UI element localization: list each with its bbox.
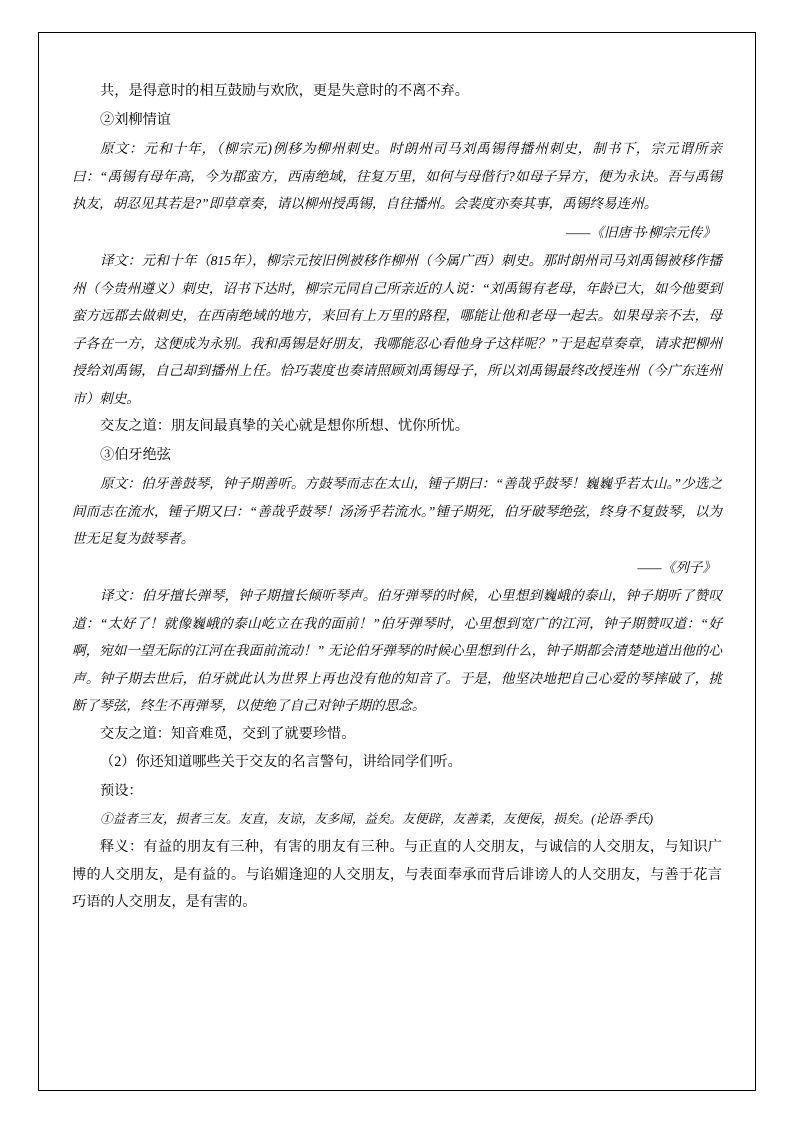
paragraph-item2-original: 原文：元和十年，（柳宗元)例移为柳州刺史。时朗州司马刘禹锡得播州刺史，制书下，宗元谓所亲曰：“禹锡有母年高，今为郡蛮方，西南绝域，往复万里，如何与母偕行?如母子异方，便为永诀。吾与禹锡执友，胡忍见其若是?”即草章奏，请以柳州授禹锡，自往播州。会裴度亦奏其事，禹锡终易连州。 [72, 141, 722, 211]
paragraph-explanation-1: 释义：有益的朋友有三种，有害的朋友有三种。与正直的人交朋友，与诚信的人交朋友，与知识广博的人交朋友，是有益的。与谄媚逢迎的人交朋友，与表面奉承而背后诽谤人的人交朋友，与善于花言巧语的人交朋友，是有害的。 [72, 839, 722, 910]
paragraph-preset-label: 预设： [100, 782, 143, 799]
paragraph-intro-tail: 共，是得意时的相互鼓励与欢欣，更是失意时的不离不弃。 [100, 83, 469, 99]
paragraph-question-2: （2）你还知道哪些关于交友的名言警句，讲给同学们听。 [100, 754, 462, 770]
paragraph-item2-translation: 译文：元和十年（815年），柳宗元按旧例被移作柳州（今属广西）刺史。那时朗州司马刘禹锡被移作播州（今贵州遵义）刺史，诏书下达时，柳宗元同自己所亲近的人说：“刘禹锡有老母，年龄已大，如今他要到蛮方远郡去做刺史，在西南绝域的地方，来回有上万里的路程，哪能让他和老母一起去。如果母亲不去，母子各在一方，这便成为永别。我和禹锡是好朋友，我哪能忍心看他身子这样呢？”于是起草奏章，请求把柳州授给刘禹锡，自己却到播州上任。恰巧裴度也奏请照顾刘禹锡母子，所以刘禹锡最终改授连州（今广东连州市）刺史。 [72, 253, 722, 406]
paragraph-item3-original: 原文：伯牙善鼓琴，钟子期善听。方鼓琴而志在太山，锺子期曰：“善哉乎鼓琴！巍巍乎若太山。”少选之间而志在流水，锺子期又曰：“善哉乎鼓琴！汤汤乎若流水。”锺子期死，伯牙破琴绝弦，终身不复鼓琴，以为世无足复为鼓琴者。 [72, 476, 722, 546]
document-content [72, 78, 722, 918]
paragraph-item3-translation: 译文：伯牙擅长弹琴，钟子期擅长倾听琴声。伯牙弹琴的时候，心里想到巍峨的泰山，钟子期听了赞叹道：“太好了！就像巍峨的泰山屹立在我的面前！”伯牙弹琴时，心里想到宽广的江河，钟子期赞叹道：“好啊，宛如一望无际的江河在我面前流动！” 无论伯牙弹琴的时候心里想到什么，钟子期都会清楚地道出他的心声。钟子期去世后，伯牙就此认为世界上再也没有他的知音了。于是，他坚决地把自己心爱的琴摔破了，挑断了琴弦，终生不再弹琴，以使绝了自己对钟子期的思念。 [72, 588, 722, 713]
paragraph-item3-source: ——《列子》 [637, 559, 716, 575]
paragraph-item3-title: ③伯牙绝弦 [100, 446, 171, 463]
paragraph-item2-way: 交友之道：朋友间最真挚的关心就是想你所想、忧你所忧。 [100, 418, 469, 434]
paragraph-item2-title: ②刘柳情谊 [100, 111, 171, 128]
paragraph-item2-source: ——《旧唐书·柳宗元传》 [566, 224, 716, 240]
paragraph-item3-way: 交友之道：知音难觅，交到了就要珍惜。 [100, 725, 356, 742]
paragraph-quote-1: ①益者三友，损者三友。友直，友谅，友多闻，益矣。友便辟，友善柔，友便佞，损矣。(论语·季氏) [100, 812, 654, 826]
